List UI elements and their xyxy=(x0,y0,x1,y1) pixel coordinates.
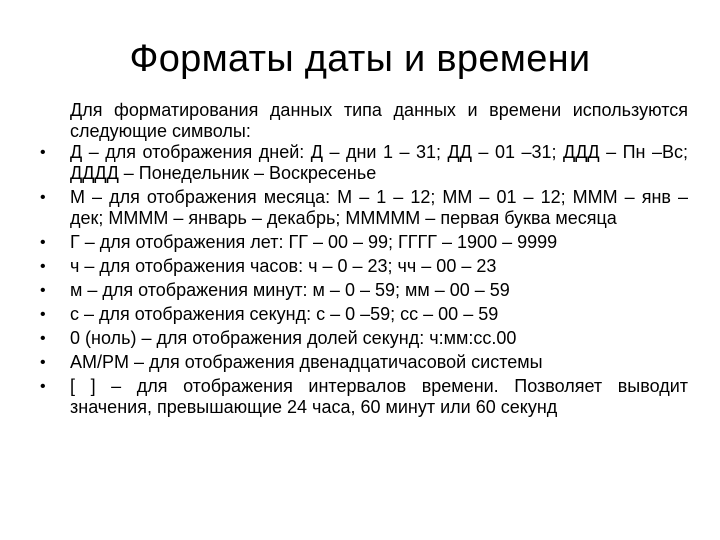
list-item-text: М – для отображения месяца: М – 1 – 12; ММ – 01 – 12; МММ – янв – дек; ММММ – январь – декабрь; МММММ – первая буква месяца xyxy=(70,187,688,228)
bullet-icon: • xyxy=(40,234,46,251)
bullet-icon: • xyxy=(40,306,46,323)
list-item-text: с – для отображения секунд: с – 0 –59; сс – 00 – 59 xyxy=(70,304,499,324)
list-item xyxy=(40,304,688,325)
list-item-text: Д – для отображения дней: Д – дни 1 – 31; ДД – 01 –31; ДДД – Пн –Вс; ДДДД – Понедельник – Воскресенье xyxy=(70,142,688,183)
list-item xyxy=(40,232,688,253)
intro-text: Для форматирования данных типа данных и времени используются следующие символы: xyxy=(70,100,688,141)
list-item-text: м – для отображения минут: м – 0 – 59; мм – 00 – 59 xyxy=(70,280,510,300)
list-item-text: [ ] – для отображения интервалов времени. Позволяет выводит значения, превышающие 24 часа, 60 минут или 60 секунд xyxy=(70,376,688,417)
list-item xyxy=(40,142,688,184)
list-item-text: ч – для отображения часов: ч – 0 – 23; чч – 00 – 23 xyxy=(70,256,497,276)
list-item-text: 0 (ноль) – для отображения долей секунд: ч:мм:сс.00 xyxy=(70,328,517,348)
list-item xyxy=(40,328,688,349)
slide-title: Форматы даты и времени xyxy=(129,38,591,80)
list-item xyxy=(40,352,688,373)
bullet-icon: • xyxy=(40,282,46,299)
bullet-icon: • xyxy=(40,330,46,347)
list-item-text: Г – для отображения лет: ГГ – 00 – 99; ГГГГ – 1900 – 9999 xyxy=(70,232,558,252)
list-item-text: AM/PM – для отображения двенадцатичасовой системы xyxy=(70,352,543,372)
list-item xyxy=(40,280,688,301)
bullet-icon: • xyxy=(40,258,46,275)
slide-body xyxy=(40,100,688,421)
list-item xyxy=(40,256,688,277)
bullet-list xyxy=(40,142,688,418)
list-item xyxy=(40,376,688,418)
bullet-icon: • xyxy=(40,189,46,206)
bullet-icon: • xyxy=(40,354,46,371)
list-item xyxy=(40,187,688,229)
bullet-icon: • xyxy=(40,378,46,395)
bullet-icon: • xyxy=(40,144,46,161)
